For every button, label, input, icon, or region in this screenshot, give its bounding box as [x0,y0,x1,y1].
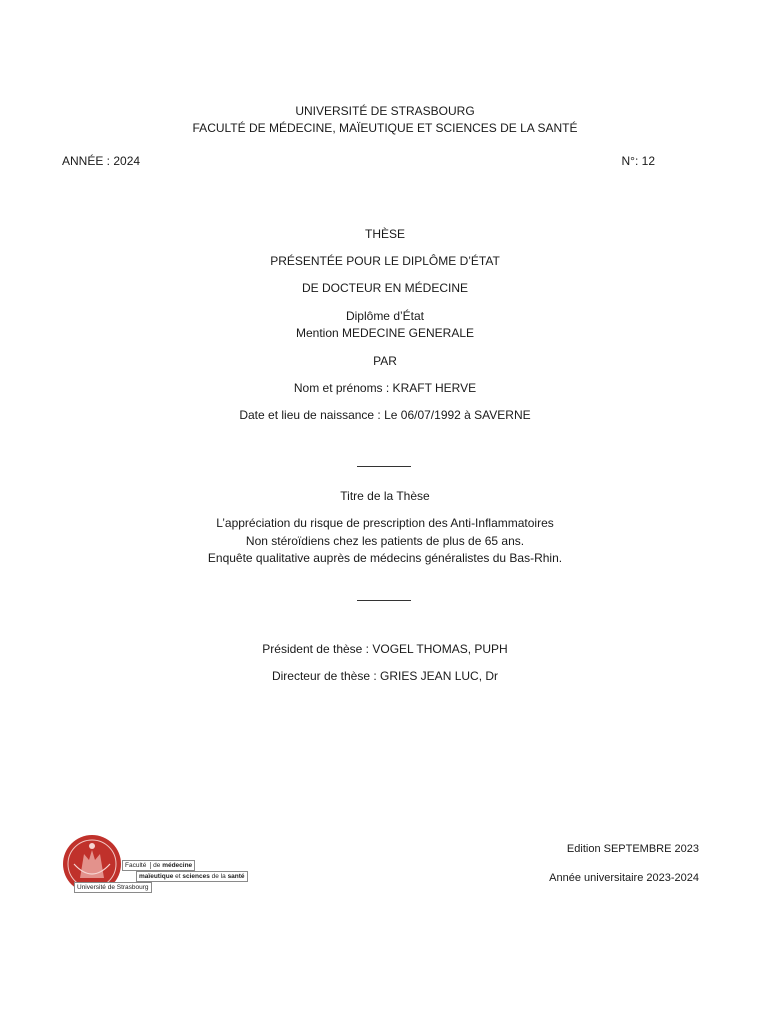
edition-label: Edition SEPTEMBRE 2023 [566,843,699,855]
author-birth: Date et lieu de naissance : Le 06/07/1992 à SAVERNE [239,408,531,422]
thesis-title-label: Titre de la Thèse [340,489,430,503]
faculty-logo [62,834,245,898]
by-label: PAR [373,354,397,368]
academic-year-label: ANNÉE : 2024 [62,154,141,168]
faculty-name: FACULTÉ DE MÉDECINE, MAÏEUTIQUE ET SCIENCES DE LA SANTÉ [192,121,578,135]
separator-bottom [357,600,411,601]
thesis-title-line-1: L’appréciation du risque de prescription des Anti-Inflammatoires [216,516,554,530]
logo-line-maieutique: maïeutique et sciences de la santé [136,871,248,882]
thesis-president: Président de thèse : VOGEL THOMAS, PUPH [262,642,508,656]
thesis-heading: THÈSE [364,227,405,241]
author-name: Nom et prénoms : KRAFT HERVE [293,381,477,395]
mention-label: Mention MEDECINE GENERALE [295,326,475,340]
thesis-number: N°: 12 [621,154,655,168]
diploma-label: Diplôme d’État [345,309,425,323]
academic-year-footer: Année universitaire 2023-2024 [549,872,699,884]
separator-top [357,466,411,467]
presented-for: PRÉSENTÉE POUR LE DIPLÔME D’ÉTAT [270,254,500,268]
logo-line-university: Université de Strasbourg [74,882,152,893]
thesis-title-line-2: Non stéroïdiens chez les patients de plus de 65 ans. [245,534,525,548]
logo-line-faculte: Faculté de médecine [122,860,195,871]
thesis-director: Directeur de thèse : GRIES JEAN LUC, Dr [271,669,499,683]
university-name: UNIVERSITÉ DE STRASBOURG [295,104,475,118]
thesis-title-line-3: Enquête qualitative auprès de médecins généralistes du Bas-Rhin. [207,551,563,565]
doctor-degree: DE DOCTEUR EN MÉDECINE [301,281,468,295]
